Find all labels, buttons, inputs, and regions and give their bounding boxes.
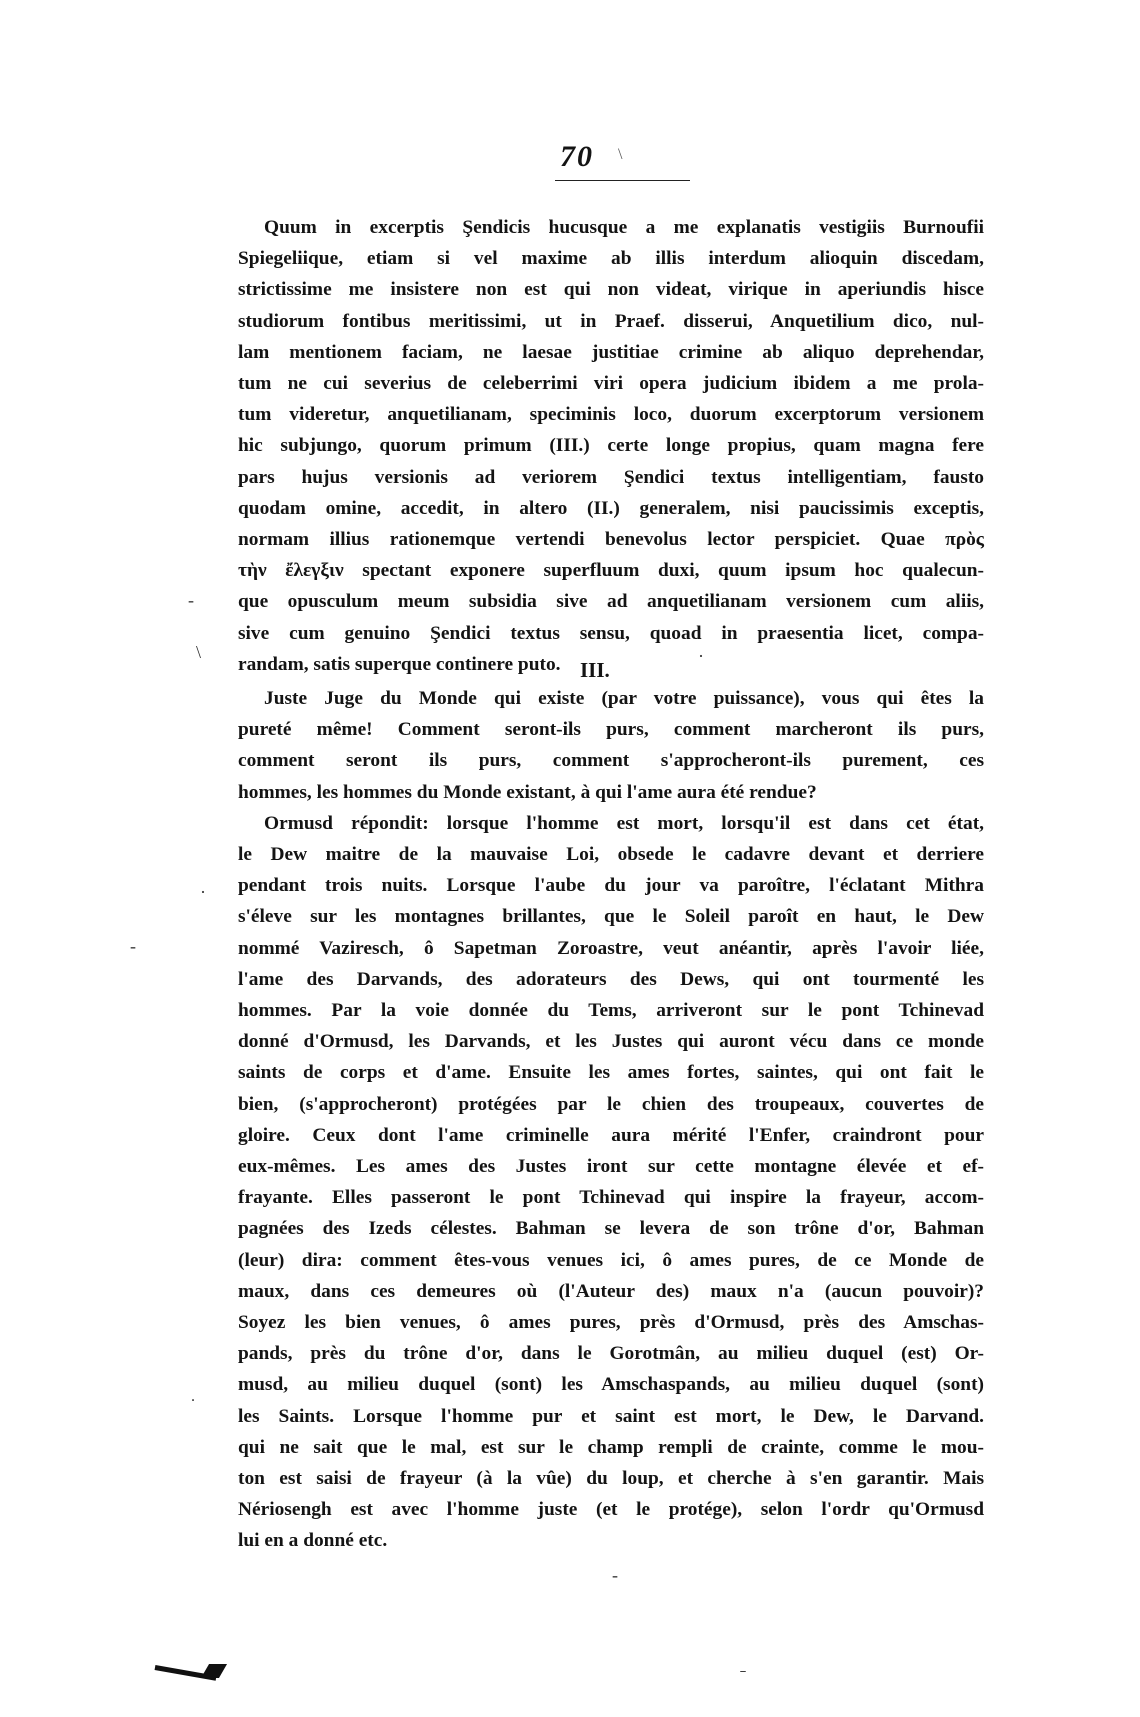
latin-paragraph (238, 212, 984, 680)
text-line: musd, au milieu duquel (sont) les Amschaspands, au milieu duquel (sont) (238, 1374, 984, 1396)
header-rule (555, 180, 690, 181)
margin-mark: \ (196, 642, 202, 662)
margin-mark: ˉ (740, 1666, 746, 1686)
text-line: τὴν ἔλεγξιν spectant exponere superfluum duxi, quum ipsum hoc qualecun- (238, 560, 984, 582)
text-line: quodam omine, accedit, in altero (II.) generalem, nisi paucissimis exceptis, (238, 497, 984, 519)
margin-mark: - (130, 936, 136, 956)
text-line: studiorum fontibus meritissimi, ut in Praef. disserui, Anquetilium dico, nul- (238, 310, 984, 332)
text-line: Quum in excerptis Şendicis hucusque a me explanatis vestigiis Burnoufii (264, 217, 984, 238)
text-line: Soyez les bien venues, ô ames pures, près d'Ormusd, près des Amschas- (238, 1312, 984, 1334)
margin-mark: - (188, 590, 194, 610)
text-line: donné d'Ormusd, les Darvands, et les Justes qui auront vécu dans ce monde (238, 1031, 984, 1053)
text-line: comment seront ils purs, comment s'approcheront-ils purement, ces (238, 750, 984, 772)
text-line: frayante. Elles passeront le pont Tchinevad qui inspire la frayeur, accom- (238, 1187, 984, 1209)
text-line: qui ne sait que le mal, est sur le champ rempli de crainte, comme le mou- (238, 1436, 984, 1458)
french-paragraph (238, 808, 984, 1557)
text-line: saints de corps et d'ame. Ensuite les ames fortes, saintes, qui ont fait le (238, 1062, 984, 1084)
text-line: sive cum genuino Şendici textus sensu, quoad in praesentia licet, compa- (238, 622, 984, 644)
text-line: bien, (s'approcheront) protégées par le chien des troupeaux, couvertes de (238, 1093, 984, 1115)
text-line: hic subjungo, quorum primum (III.) certe longe propius, quam magna fere (238, 435, 984, 457)
text-line: Nériosengh est avec l'homme juste (et le protége), selon l'ordr qu'Ormusd (238, 1499, 984, 1521)
text-line: pands, près du trône d'or, dans le Gorotmân, au milieu duquel (est) Or- (238, 1343, 984, 1365)
text-line: hommes, les hommes du Monde existant, à qui l'ame aura été rendue? (238, 781, 817, 803)
text-line: Ormusd répondit: lorsque l'homme est mort, lorsqu'il est dans cet état, (264, 812, 984, 834)
text-line: Juste Juge du Monde qui existe (par votre puissance), vous qui êtes la (264, 688, 984, 709)
text-line: Spiegeliique, etiam si vel maxime ab illis interdum alioquin discedam, (238, 248, 984, 270)
text-line: gloire. Ceux dont l'ame criminelle aura mérité l'Enfer, craindront pour (238, 1124, 984, 1146)
ink-stroke-tip (201, 1664, 227, 1678)
page-number: 70 (560, 140, 594, 173)
margin-mark: ˙ (190, 1395, 196, 1415)
text-line: que opusculum meum subsidia sive ad anquetilianam versionem cum aliis, (238, 591, 984, 613)
text-line: lui en a donné etc. (238, 1530, 388, 1552)
text-line: pagnées des Izeds célestes. Bahman se levera de son trône d'or, Bahman (238, 1218, 984, 1240)
text-line: strictissime me insistere non est qui non videat, virique in aperiundis hisce (238, 279, 984, 301)
text-line: maux, dans ces demeures où (l'Auteur des) maux n'a (aucun pouvoir)? (238, 1280, 984, 1302)
text-line: (leur) dira: comment êtes-vous venues ici, ô ames pures, de ce Monde de (238, 1249, 984, 1271)
text-line: normam illius rationemque vertendi benevolus lector perspiciet. Quae πρὸς (238, 529, 984, 551)
page-number-tick: \ (618, 146, 623, 163)
french-paragraph (238, 683, 984, 808)
margin-mark: - (612, 1565, 618, 1585)
french-text (238, 683, 984, 1557)
text-line: les Saints. Lorsque l'homme pur et saint est mort, le Dew, le Darvand. (238, 1405, 984, 1427)
text-line: ton est saisi de frayeur (à la vûe) du loup, et cherche à s'en garantir. Mais (238, 1468, 984, 1490)
text-line: pendant trois nuits. Lorsque l'aube du jour va paroître, l'éclatant Mithra (238, 875, 984, 897)
text-line: tum ne cui severius de celeberrimi viri opera judicium ibidem a me prola- (238, 373, 984, 395)
margin-mark: · (200, 882, 206, 902)
text-line: s'éleve sur les montagnes brillantes, que le Soleil paroît en haut, le Dew (238, 906, 984, 928)
text-line: pars hujus versionis ad veriorem Şendici textus intelligentiam, fausto (238, 466, 984, 488)
text-line: randam, satis superque continere puto. (238, 653, 561, 675)
text-line: eux-mêmes. Les ames des Justes iront sur cette montagne élevée et ef- (238, 1156, 984, 1178)
margin-mark: · (698, 646, 704, 666)
text-line: pureté même! Comment seront-ils purs, comment marcheront ils purs, (238, 719, 984, 741)
section-heading: III. (580, 658, 610, 682)
text-line: lam mentionem faciam, ne laesae justitiae crimine ab aliquo deprehendar, (238, 341, 984, 363)
text-line: nommé Vaziresch, ô Sapetman Zoroastre, veut anéantir, après l'avoir liée, (238, 937, 984, 959)
text-line: l'ame des Darvands, des adorateurs des Dews, qui ont tourmenté les (238, 968, 984, 990)
text-line: tum videretur, anquetilianam, speciminis loco, duorum excerptorum versionem (238, 404, 984, 426)
text-line: le Dew maitre de la mauvaise Loi, obsede le cadavre devant et derriere (238, 844, 984, 866)
text-line: hommes. Par la voie donnée du Tems, arriveront sur le pont Tchinevad (238, 1000, 984, 1022)
